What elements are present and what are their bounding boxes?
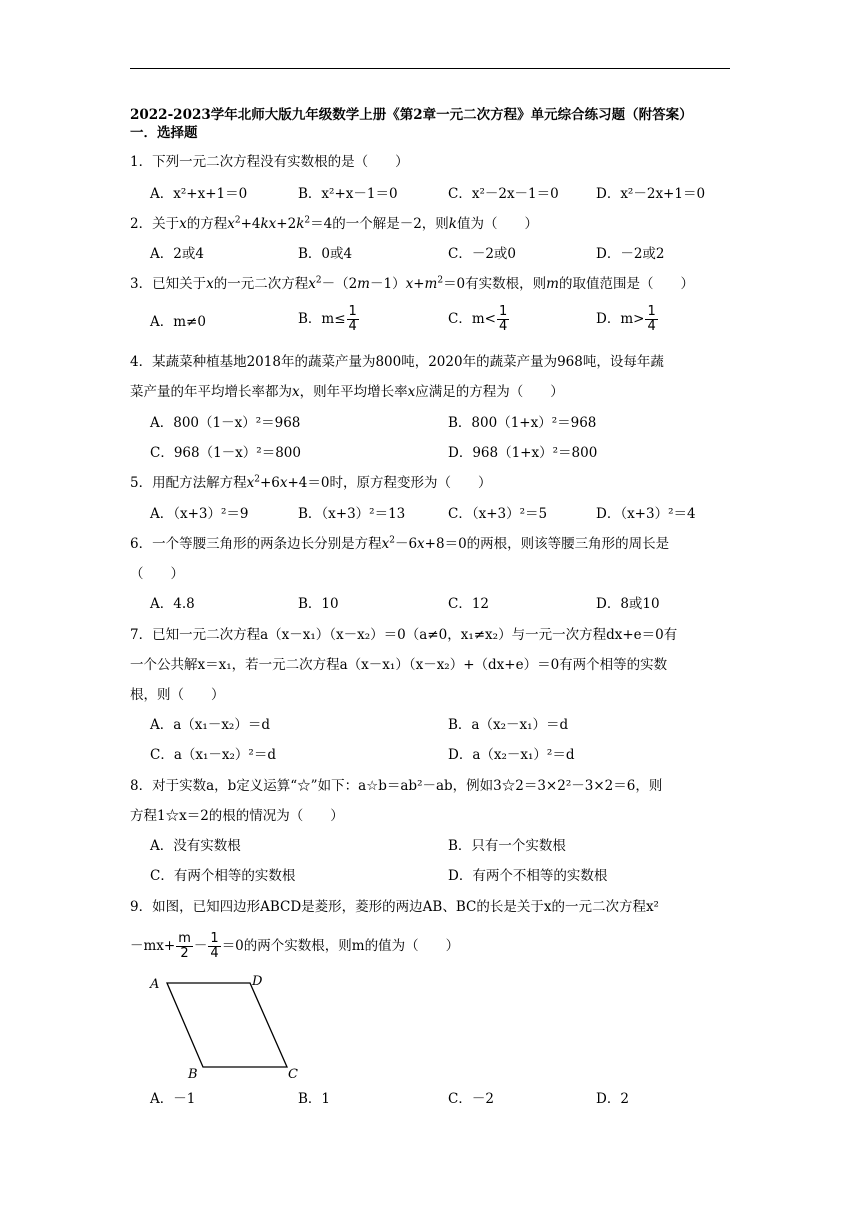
q1-option-c: C．x²－2x－1＝0 — [448, 186, 559, 202]
fraction-one-quarter: $\frac{1}{4}$ — [647, 304, 656, 334]
q9-option-d: D．2 — [596, 1091, 629, 1107]
q4-option-a: A．800（1－x）²＝968 — [150, 415, 301, 431]
fraction-one-quarter: $\frac{1}{4}$ — [210, 931, 219, 961]
q9-line-1: 9．如图，已知四边形ABCD是菱形，菱形的两边AB、BC的长是关于x的一元二次方程x² — [130, 899, 659, 915]
q8-option-a: A．没有实数根 — [150, 838, 241, 854]
q4-line-2: 菜产量的年平均增长率都为x，则年平均增长率x应满足的方程为（ ） — [130, 384, 564, 400]
q4-option-b: B．800（1+x）²＝968 — [448, 415, 597, 431]
q2-option-d: D．－2或2 — [596, 246, 665, 262]
q9-line-2: －mx+ $\frac{m}{2}$ － $\frac{1}{4}$ ＝0的两个实数根，则m的值为（ ） — [130, 931, 460, 961]
q4-line-1: 4．某蔬菜种植基地2018年的蔬菜产量为800吨，2020年的蔬菜产量为968吨，设每年蔬 — [130, 354, 664, 370]
q1-stem: 1．下列一元二次方程没有实数根的是（ ） — [130, 154, 409, 170]
q9-option-c: C．－2 — [448, 1091, 494, 1107]
q7-option-a: A．a（x₁－x₂）＝d — [150, 717, 270, 733]
fraction-one-quarter: $\frac{1}{4}$ — [498, 304, 508, 334]
q4-option-d: D．968（1+x）²＝800 — [448, 445, 598, 461]
q6-option-d: D．8或10 — [596, 596, 660, 612]
q6-line-2: （ ） — [130, 566, 184, 582]
q7-option-b: B．a（x₂－x₁）＝d — [448, 717, 569, 733]
q7-line-2: 一个公共解x＝x₁，若一元二次方程a（x－x₁）（x－x₂）+（dx+e）＝0有两个相等的实数 — [130, 657, 668, 673]
q6-option-b: B．10 — [298, 596, 339, 612]
q9-option-b: B．1 — [298, 1091, 331, 1107]
q8-option-d: D．有两个不相等的实数根 — [448, 868, 608, 884]
q3-option-b: B．m≤ $\frac{1}{4}$ — [298, 304, 357, 334]
fraction-one-quarter: $\frac{1}{4}$ — [348, 304, 357, 334]
q2-option-c: C．－2或0 — [448, 246, 517, 262]
rhombus-figure — [140, 970, 310, 1085]
section-heading: 一．选择题 — [130, 125, 198, 141]
q8-option-b: B．只有一个实数根 — [448, 838, 566, 854]
q7-line-3: 根，则（ ） — [130, 687, 225, 703]
q7-option-d: D．a（x₂－x₁）²＝d — [448, 747, 575, 763]
q3-option-a: A．m≠0 — [150, 314, 206, 330]
q3-stem: 3．已知关于x的一元二次方程$x^2-(2m-1)x+m^2=0$有实数根，则m的取值范围是（ ） — [130, 275, 694, 292]
q5-option-d: D．（x+3）²＝4 — [596, 506, 696, 522]
q6-line-1: 6．一个等腰三角形的两条边长分别是方程$x^2-6x+8=0$的两根，则该等腰三角形的周长是 — [130, 535, 670, 552]
q5-option-b: B．（x+3）²＝13 — [298, 506, 406, 522]
rhombus-abcd — [167, 983, 287, 1067]
q1-option-b: B．x²+x－1＝0 — [298, 186, 398, 202]
fraction-m-over-2: $\frac{m}{2}$ — [178, 931, 191, 961]
q5-option-c: C．（x+3）²＝5 — [448, 506, 548, 522]
q3-option-d: D．m> $\frac{1}{4}$ — [596, 304, 656, 334]
document-title: 2022-2023学年北师大版九年级数学上册《第2章一元二次方程》单元综合练习题（附答案） — [130, 107, 693, 123]
q7-option-c: C．a（x₁－x₂）²＝d — [150, 747, 276, 763]
q5-option-a: A．（x+3）²＝9 — [150, 506, 249, 522]
q2-option-b: B．0或4 — [298, 246, 353, 262]
q2-stem: 2．关于x的方程$x^2+4kx+2k^2=4$的一个解是－2，则k值为（ ） — [130, 215, 538, 232]
q1-option-d: D．x²－2x+1＝0 — [596, 186, 706, 202]
vertex-label-c: C — [288, 1067, 298, 1082]
q7-line-1: 7．已知一元二次方程a（x－x₁）（x－x₂）＝0（a≠0，x₁≠x₂）与一元一次方程dx+e＝0有 — [130, 627, 678, 643]
q3-option-c: C．m< $\frac{1}{4}$ — [448, 304, 508, 334]
vertex-label-b: B — [188, 1067, 198, 1082]
q4-option-c: C．968（1－x）²＝800 — [150, 445, 301, 461]
q8-option-c: C．有两个相等的实数根 — [150, 868, 296, 884]
q6-option-c: C．12 — [448, 596, 490, 612]
q6-option-a: A．4.8 — [150, 596, 195, 612]
q2-option-a: A．2或4 — [150, 246, 204, 262]
vertex-label-a: A — [150, 977, 160, 992]
q8-line-1: 8．对于实数a，b定义运算“☆”如下：a☆b＝ab²－ab，例如3☆2＝3×2²－3×2＝6，则 — [130, 778, 663, 794]
vertex-label-d: D — [252, 974, 263, 989]
q9-option-a: A．－1 — [150, 1091, 196, 1107]
q5-stem: 5．用配方法解方程$x^2+6x+4=0$时，原方程变形为（ ） — [130, 474, 492, 491]
q1-option-a: A．x²+x+1＝0 — [150, 186, 248, 202]
q8-line-2: 方程1☆x＝2的根的情况为（ ） — [130, 808, 344, 824]
header-rule — [130, 68, 730, 69]
